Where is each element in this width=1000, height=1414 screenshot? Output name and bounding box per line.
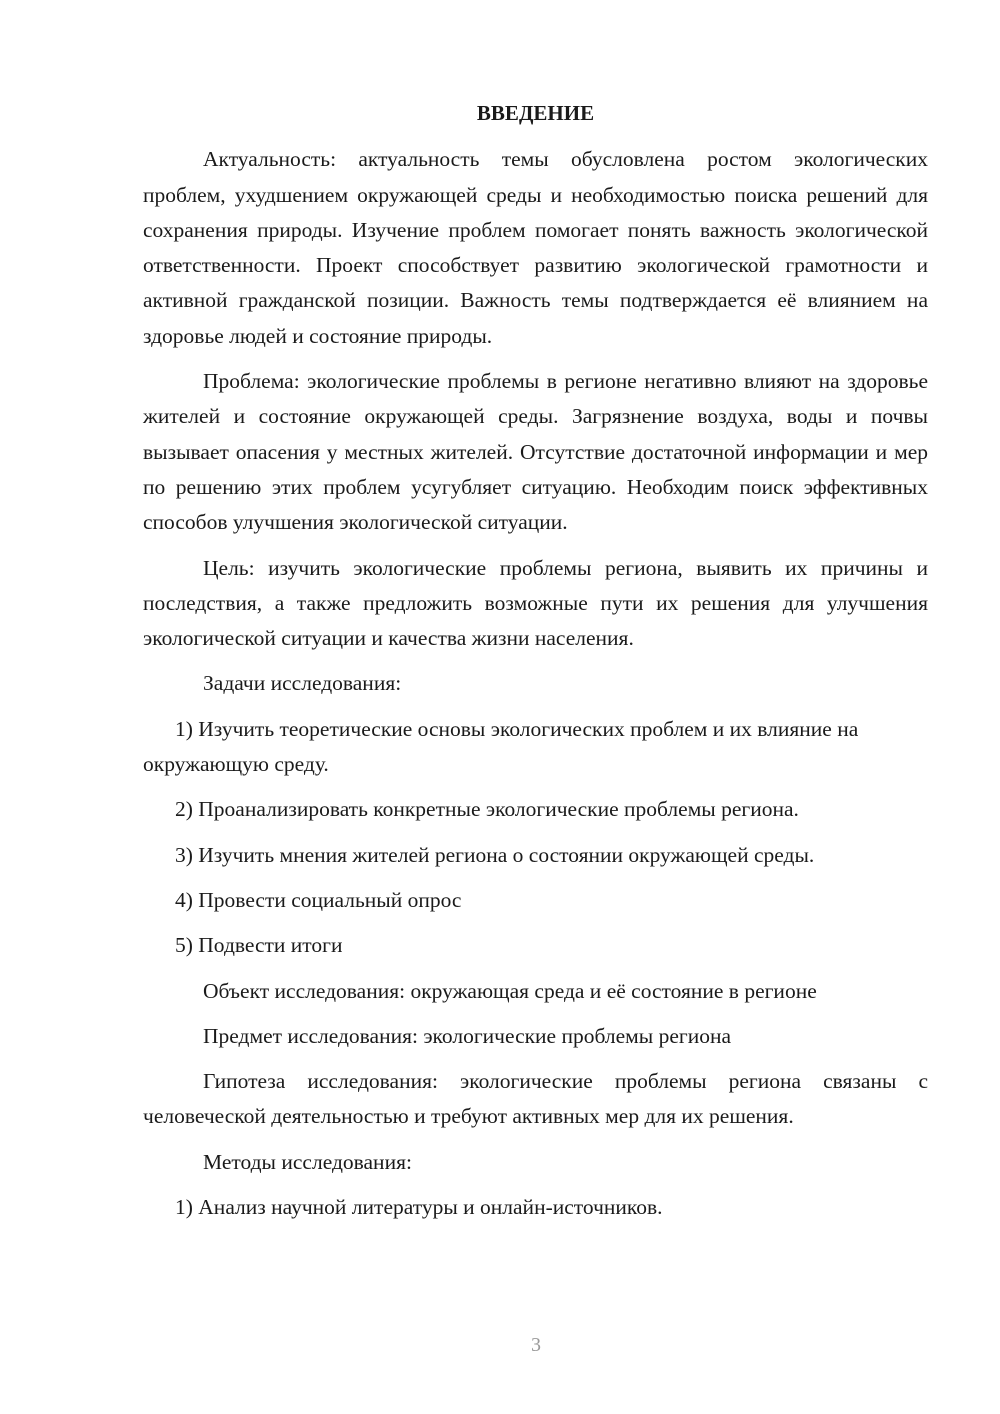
tasks-heading: Задачи исследования: [203,671,402,696]
task-item: 4) Провести социальный опрос [175,887,462,912]
goal-paragraph: Цель: изучить экологические проблемы региона, выявить их причины и последствия, а также предложить возможные пути их решения для улучшения экологической ситуации и качества жизни населения. [143,555,928,651]
research-subject: Предмет исследования: экологические проблемы региона [203,1023,731,1048]
relevance-paragraph: Актуальность: актуальность темы обусловлена ростом экологических проблем, ухудшением окружающей среды и необходимостью поиска решений для сохранения природы. Изучение проблем помогает понять важность экологической ответственности. Проект способствует развитию экологической грамотности и активной гражданской позиции. Важность темы подтверждается её влиянием на здоровье людей и состояние природы. [143,147,928,348]
page-number: 3 [531,1334,541,1356]
task-item: 2) Проанализировать конкретные экологические проблемы региона. [175,797,799,822]
research-hypothesis: Гипотеза исследования: экологические проблемы региона связаны с человеческой деятельностью и требуют активных мер для их решения. [143,1069,928,1129]
research-object: Объект исследования: окружающая среда и её состояние в регионе [203,978,817,1003]
page-content [143,96,928,1235]
methods-heading: Методы исследования: [203,1149,412,1174]
task-item: 1) Изучить теоретические основы экологических проблем и их влияние на окружающую среду. [143,716,859,777]
page-title: ВВЕДЕНИЕ [476,101,595,125]
task-item: 5) Подвести итоги [175,933,343,958]
task-item: 3) Изучить мнения жителей региона о состоянии окружающей среды. [175,842,815,867]
problem-paragraph: Проблема: экологические проблемы в регионе негативно влияют на здоровье жителей и состояние окружающей среды. Загрязнение воздуха, воды и почвы вызывает опасения у местных жителей. Отсутствие достаточной информации и мер по решению этих проблем усугубляет ситуацию. Необходим поиск эффективных способов улучшения экологической ситуации. [143,369,928,535]
method-item: 1) Анализ научной литературы и онлайн-источников. [175,1195,663,1220]
